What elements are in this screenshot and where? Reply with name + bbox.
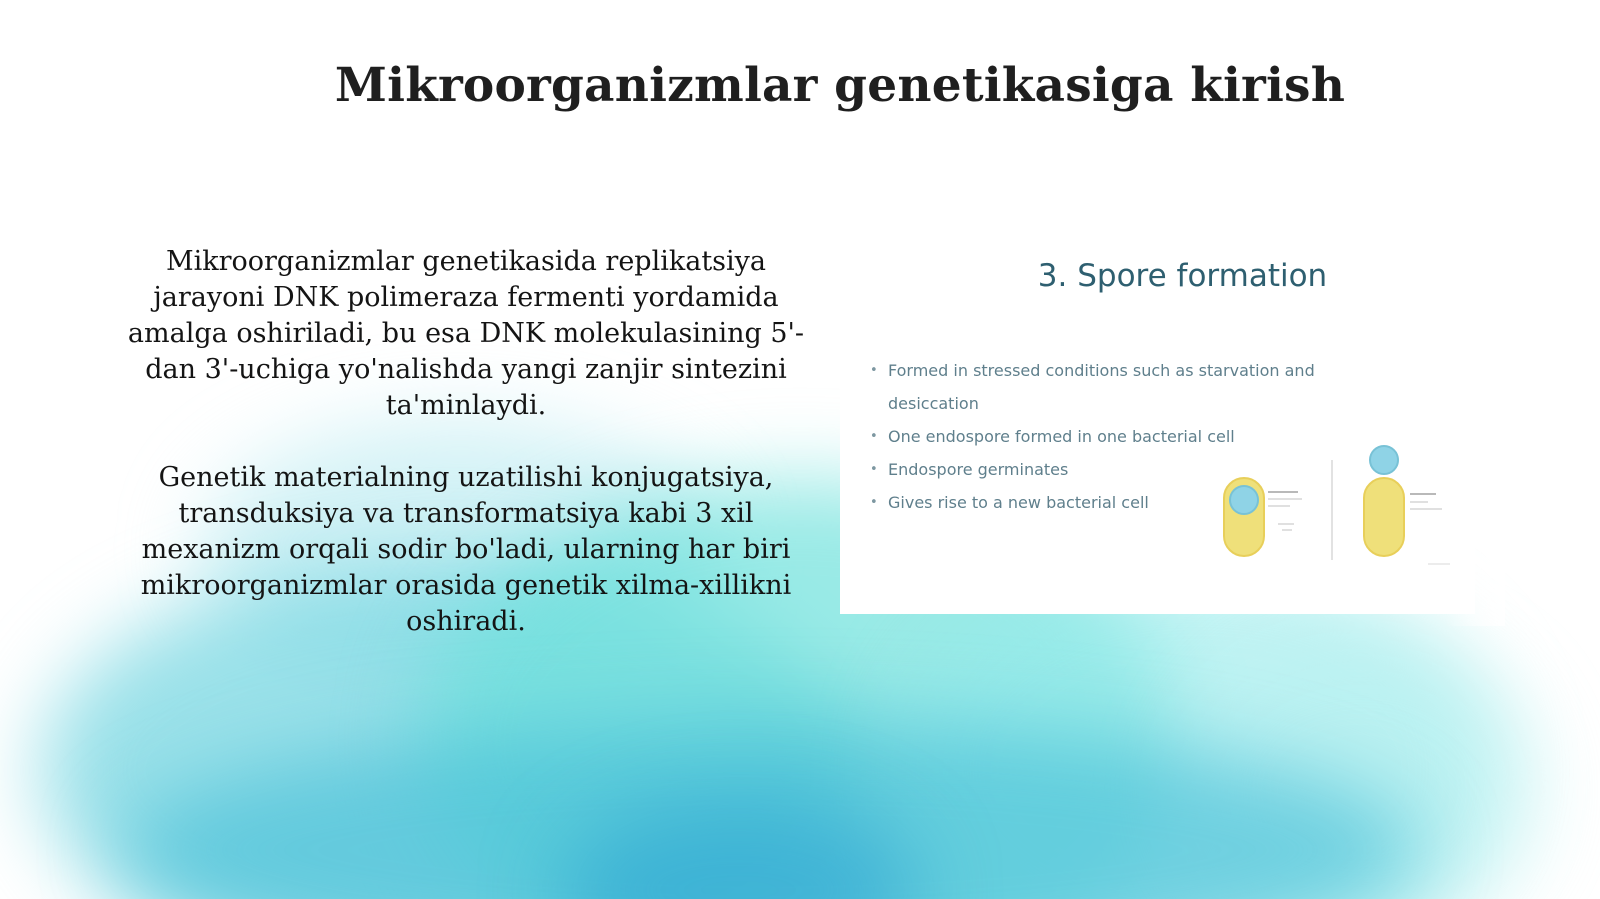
endospore [1230,486,1258,514]
bacterial-cell [1364,478,1404,556]
body-paragraph: Genetik materialning uzatilishi konjugatsiya, transduksiya va transformatsiya kabi 3 xil mexanizm orqali sodir bo'ladi, ularning har biri mikroorganizmlar orasida genetik xilma-xillikni oshiradi. [140,462,792,637]
slide-body [110,244,822,640]
embedded-slide-image [840,226,1475,614]
bullet-item: • One endospore formed in one bacterial cell [870,420,1390,453]
germinating-spore [1370,446,1398,474]
bullet-item: • Formed in stressed conditions such as starvation and desiccation [870,354,1390,420]
spore-diagram [1198,442,1458,572]
embedded-image-title: 3. Spore formation [1037,258,1328,294]
slide-title: Mikroorganizmlar genetikasiga kirish [334,58,1346,113]
body-paragraph: Mikroorganizmlar genetikasida replikatsiya jarayoni DNK polimeraza fermenti yordamida amalga oshiriladi, bu esa DNK molekulasining 5'-dan 3'-uchiga yo'nalishda yangi zanjir sintezini ta'minlaydi. [127,246,805,421]
bullet-item: • Endospore germinates [870,453,1390,486]
bullet-item: • Gives rise to a new bacterial cell [870,486,1390,519]
